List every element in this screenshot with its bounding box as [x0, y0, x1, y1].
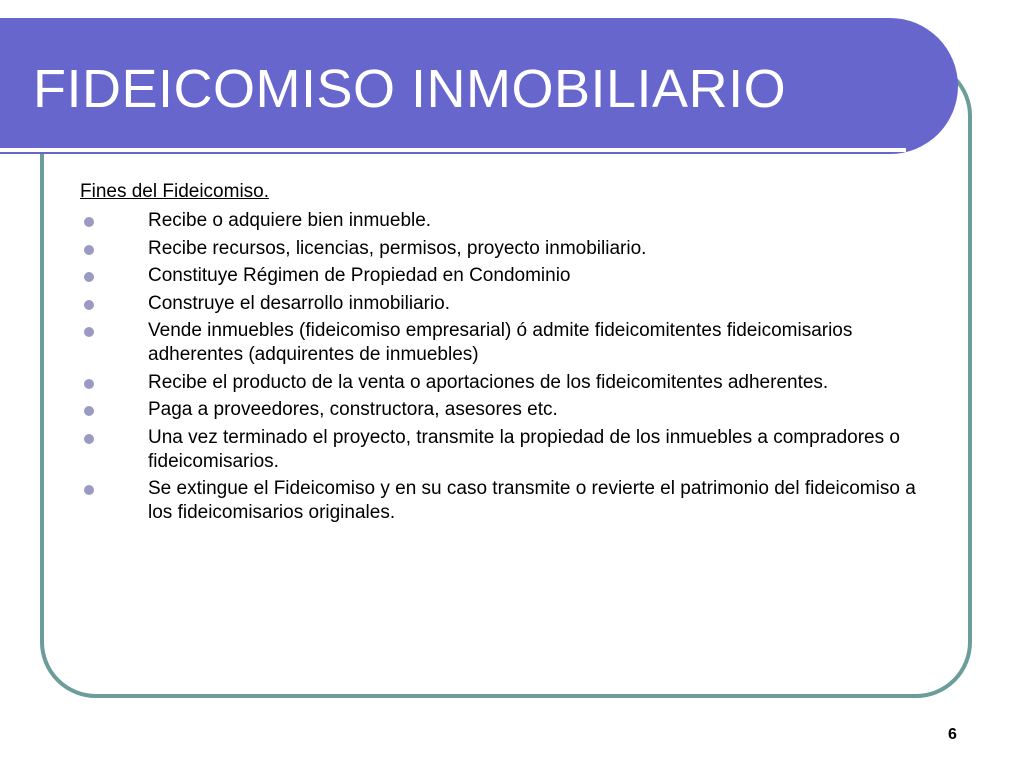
section-heading: Fines del Fideicomiso. [80, 181, 270, 202]
bullet-dot-icon [84, 434, 94, 444]
bullet-text: Se extingue el Fideicomiso y en su caso transmite o revierte el patrimonio del fideicomiso a los fideicomisarios originales. [148, 478, 916, 523]
title-bar [0, 18, 958, 154]
bullet-dot-icon [84, 272, 94, 282]
bullet-text: Una vez terminado el proyecto, transmite la propiedad de los inmuebles a compradores o fideicomisarios. [148, 426, 900, 472]
bullet-dot-icon [84, 300, 94, 310]
bullet-text: Recibe el producto de la venta o aportaciones de los fideicomitentes adherentes. [148, 371, 829, 393]
bullet-text: Construye el desarrollo inmobiliario. [148, 292, 451, 314]
title-underline [0, 148, 906, 152]
bullet-text: Recibe o adquiere bien inmueble. [148, 210, 432, 231]
bullet-item [80, 477, 940, 525]
bullet-text: Vende inmuebles (fideicomiso empresarial) ó admite fideicomitentes fideicomisarios adherentes (adquirentes de inmuebles) [148, 320, 853, 365]
bullet-dot-icon [84, 327, 94, 337]
bullet-dot-icon [84, 217, 94, 227]
bullet-text: Recibe recursos, licencias, permisos, proyecto inmobiliario. [148, 237, 647, 259]
bullet-list [80, 209, 940, 525]
bullet-item [80, 319, 940, 367]
bullet-item [80, 398, 940, 422]
bullet-dot-icon [84, 245, 94, 255]
bullet-item [80, 426, 940, 474]
slide-body [80, 180, 940, 529]
bullet-dot-icon [84, 485, 94, 495]
slide-title: FIDEICOMISO INMOBILIARIO [33, 59, 787, 119]
bullet-dot-icon [84, 406, 94, 416]
bullet-item [80, 371, 940, 395]
bullet-dot-icon [84, 379, 94, 389]
page-number: 6 [948, 726, 957, 743]
bullet-item [80, 209, 940, 233]
bullet-item [80, 264, 940, 288]
bullet-item [80, 292, 940, 316]
bullet-text: Paga a proveedores, constructora, asesores etc. [148, 399, 558, 420]
bullet-text: Constituye Régimen de Propiedad en Condominio [148, 265, 571, 286]
bullet-item [80, 237, 940, 261]
